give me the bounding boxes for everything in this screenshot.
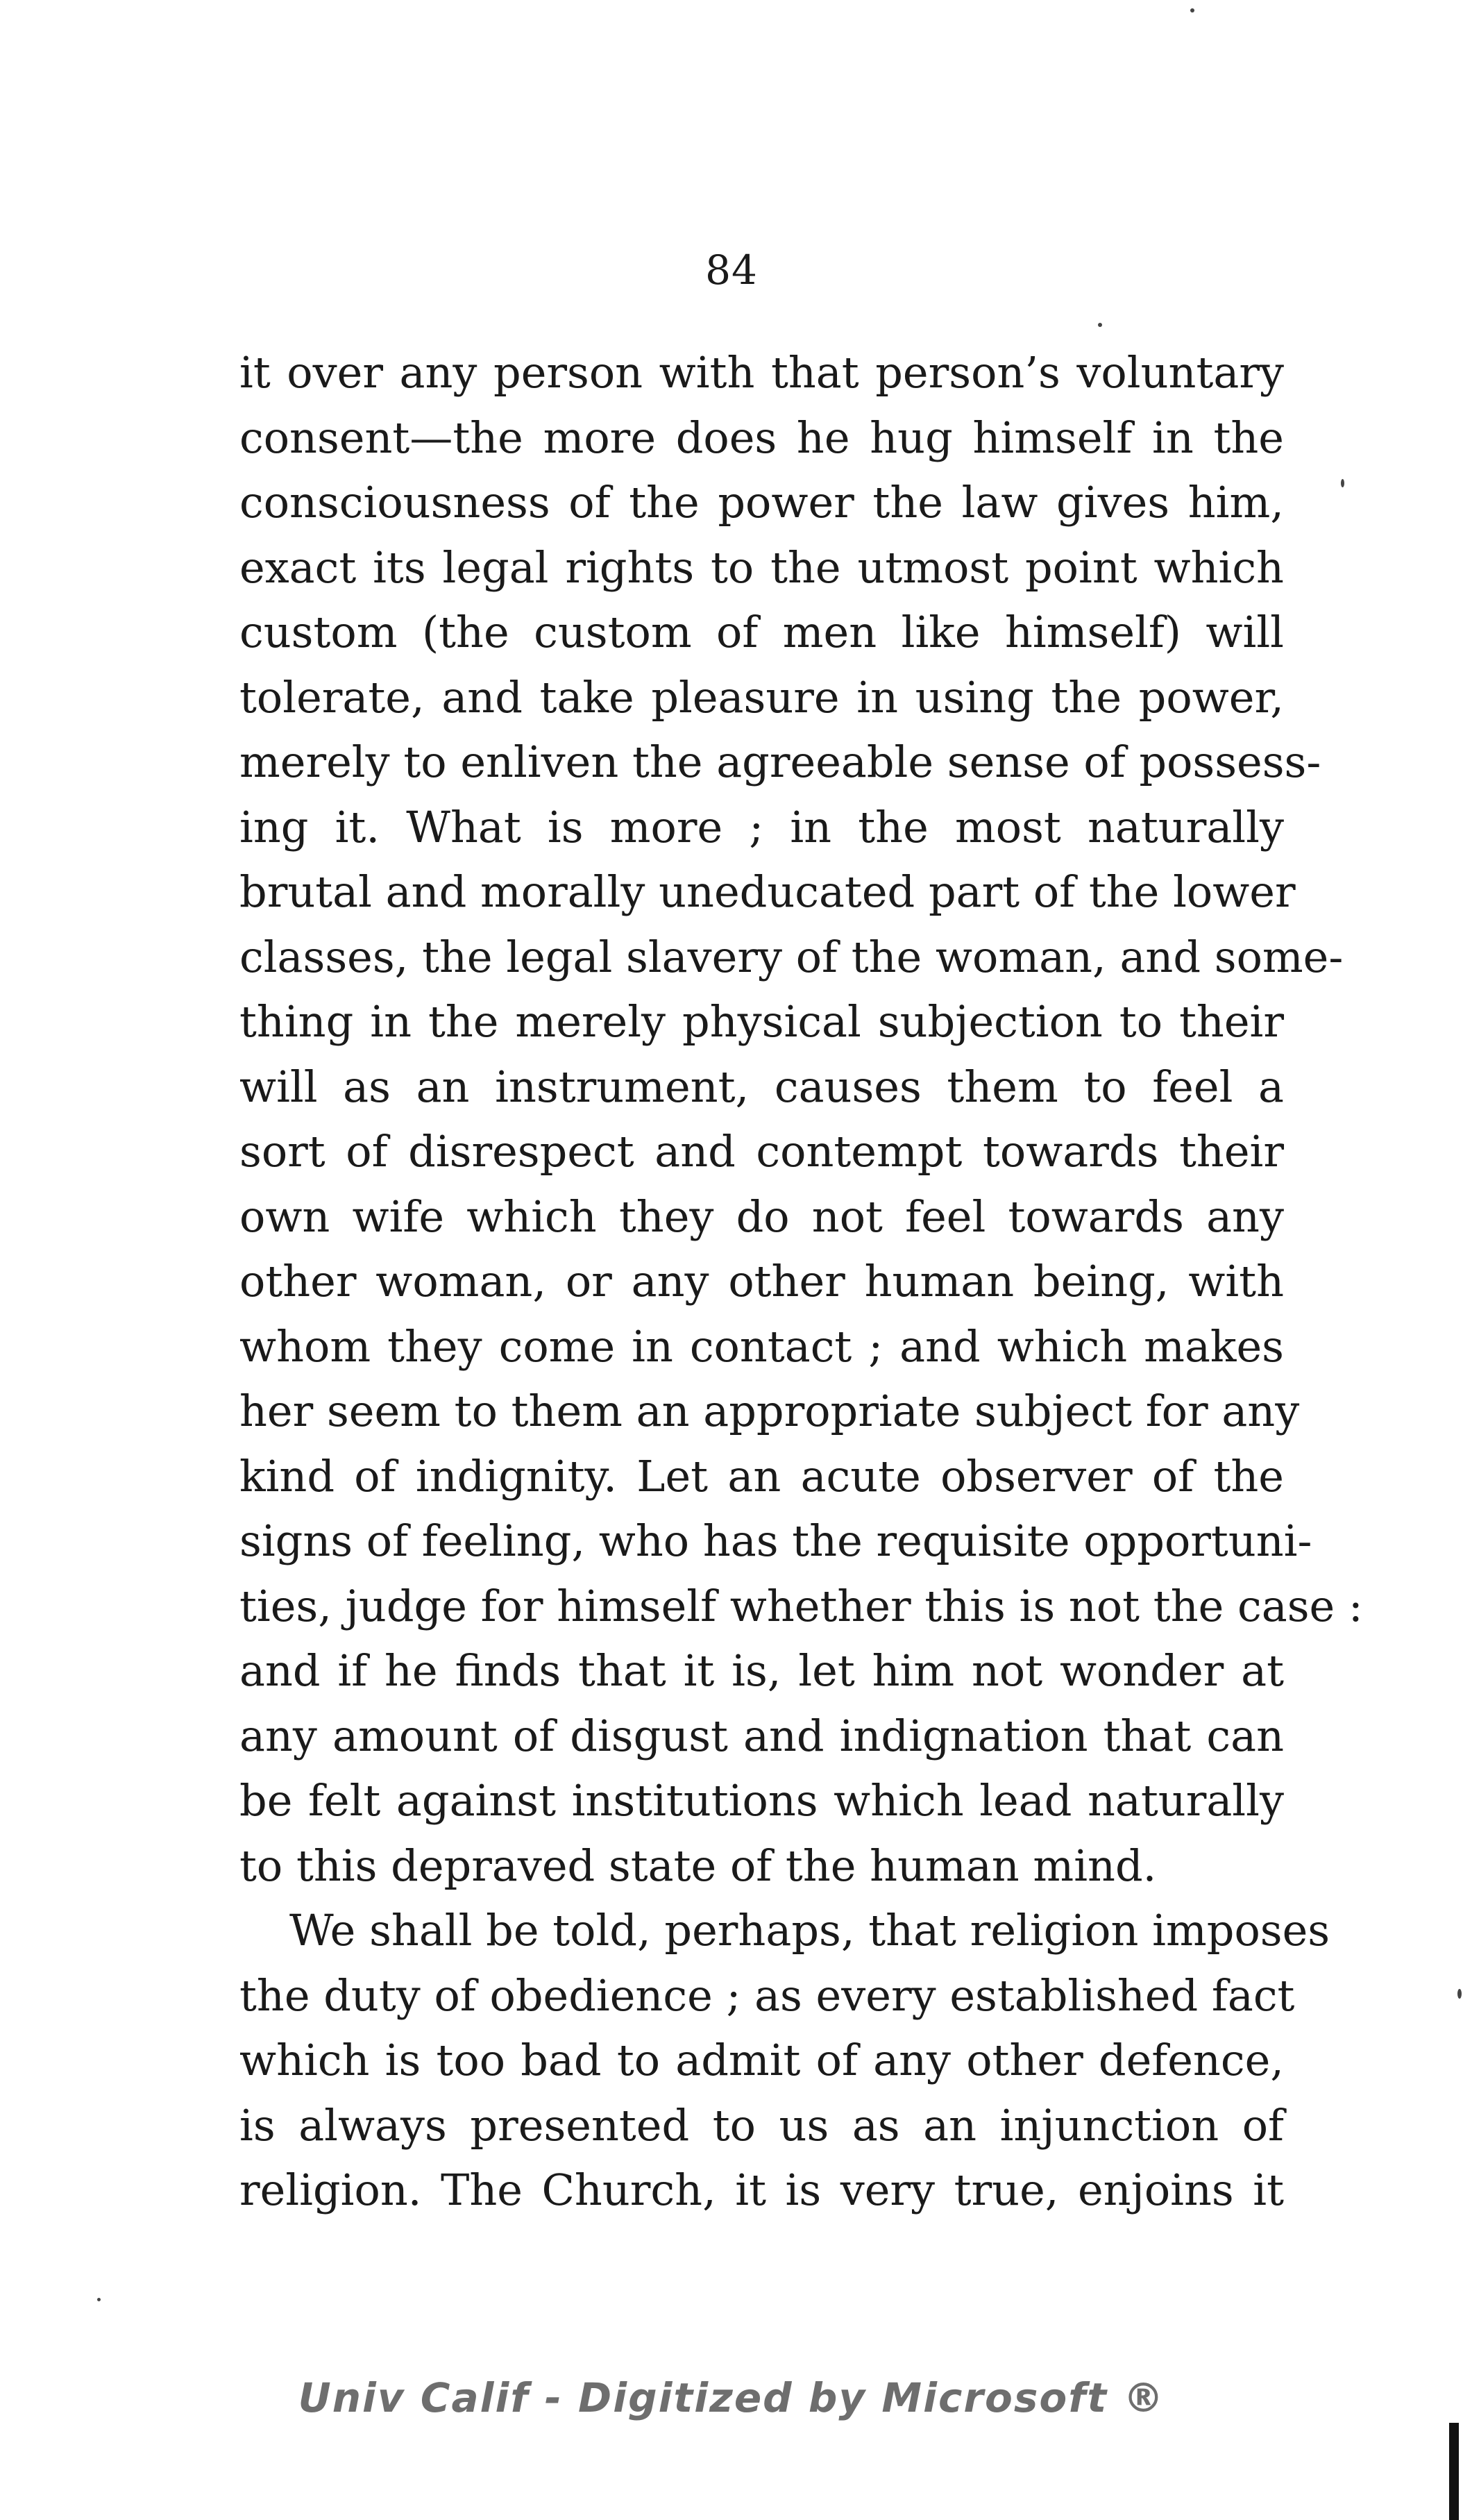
scan-speck [97, 2298, 101, 2301]
text-line: consent—the more does he hug himself in the [239, 412, 1284, 463]
paragraph-2 [239, 1898, 1330, 2223]
text-line: the duty of obedience ; as every established fact [239, 1969, 1295, 2021]
text-line: any amount of disgust and indignation that can [239, 1710, 1284, 1761]
text-line: it over any person with that person’s voluntary [239, 347, 1284, 398]
page-number: 84 [705, 246, 758, 294]
text-line: signs of feeling, who has the requisite opportuni- [239, 1515, 1312, 1566]
text-line: sort of disrespect and contempt towards their [239, 1126, 1284, 1177]
digitization-watermark: Univ Calif - Digitized by Microsoft ® [298, 2374, 1165, 2421]
text-line: thing in the merely physical subjection to their [239, 996, 1284, 1047]
text-line: is always presented to us as an injunction of [239, 2099, 1284, 2151]
scan-speck [1190, 8, 1194, 12]
scan-speck [1098, 323, 1102, 327]
text-line: and if he finds that it is, let him not wonder at [239, 1645, 1284, 1696]
text-line: kind of indignity. Let an acute observer of the [239, 1450, 1284, 1502]
text-line: ties, judge for himself whether this is not the case : [239, 1580, 1363, 1631]
text-line: exact its legal rights to the utmost point which [239, 541, 1284, 593]
scan-edge-mark [1449, 2423, 1459, 2520]
text-line: be felt against institutions which lead naturally [239, 1775, 1284, 1826]
text-line: classes, the legal slavery of the woman, and some- [239, 931, 1344, 982]
text-line: custom (the custom of men like himself) will [239, 607, 1284, 657]
text-line: We shall be told, perhaps, that religion imposes [289, 1905, 1330, 1956]
text-line: religion. The Church, it is very true, enjoins it [239, 2165, 1284, 2215]
text-line: own wife which they do not feel towards any [239, 1191, 1284, 1242]
text-line: consciousness of the power the law gives him, [239, 477, 1284, 528]
text-line: which is too bad to admit of any other defence, [239, 2035, 1284, 2085]
text-line: ing it. What is more ; in the most naturally [239, 801, 1284, 852]
text-line: whom they come in contact ; and which makes [239, 1320, 1284, 1372]
scan-speck [1341, 479, 1344, 487]
scan-speck [1457, 1989, 1462, 1999]
body-text [239, 340, 1363, 2223]
text-line: merely to enliven the agreeable sense of possess- [239, 737, 1321, 787]
paragraph-1 [239, 340, 1363, 1898]
text-line: brutal and morally uneducated part of the lower [239, 866, 1296, 917]
text-line: other woman, or any other human being, with [239, 1256, 1284, 1307]
text-line: to this depraved state of the human mind. [239, 1840, 1157, 1891]
text-line: will as an instrument, causes them to feel a [239, 1061, 1284, 1112]
text-line: her seem to them an appropriate subject for any [239, 1386, 1300, 1436]
text-line: tolerate, and take pleasure in using the power, [239, 671, 1284, 723]
